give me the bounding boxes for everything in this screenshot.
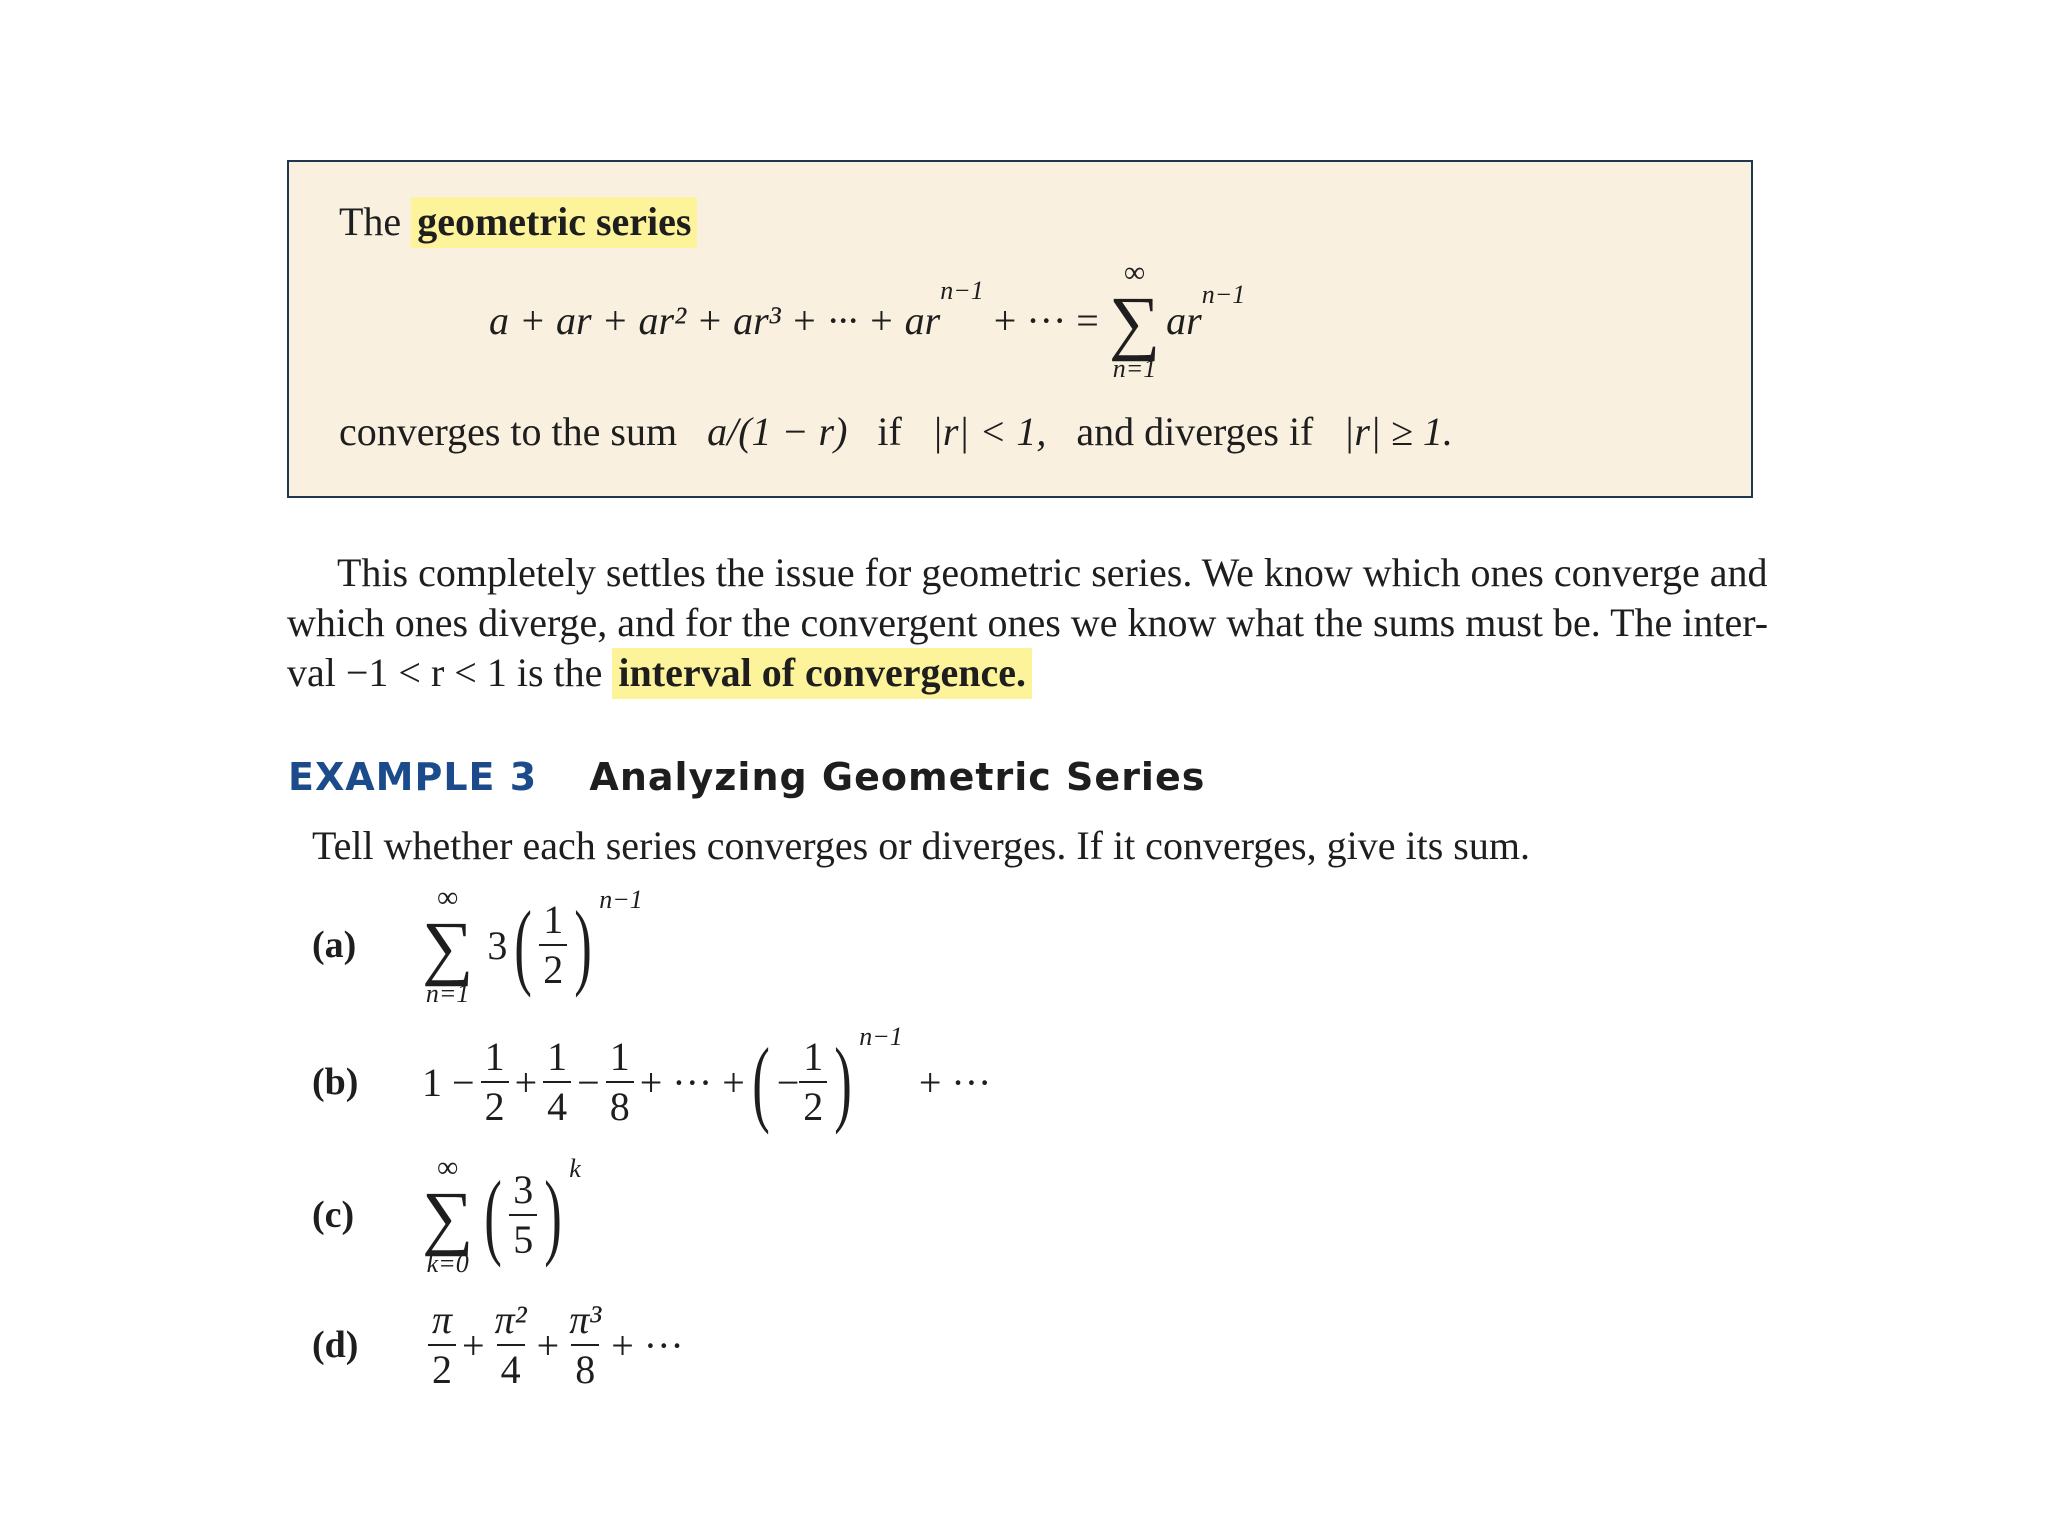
sigma-symbol: ∞ ∑ k=0 (422, 1150, 474, 1279)
coefficient: 3 (487, 922, 508, 968)
formula-terms: a + ar + ar² + ar³ + ··· + ar (489, 297, 941, 343)
denominator: 8 (606, 1081, 634, 1127)
fraction (799, 1034, 827, 1129)
series-formula (489, 258, 1245, 382)
exponent: k (569, 1154, 581, 1183)
box-conclusion (339, 408, 1453, 455)
paragraph-line-3 (287, 648, 1757, 698)
numerator: π³ (569, 1297, 602, 1342)
example-title: Analyzing Geometric Series (589, 755, 1206, 799)
numerator: 1 (609, 1034, 630, 1079)
exponent: n−1 (859, 1022, 903, 1051)
problem-c: (c) ∞ ∑ k=0 ( $\frac{3}{5}$ ) $^k$ (312, 1150, 581, 1279)
sigma-upper: ∞ (1123, 256, 1146, 289)
term-1: 1 − (422, 1059, 475, 1105)
highlight-interval-of-convergence: interval of convergence. (612, 648, 1032, 699)
conclusion-diverges: and diverges if (1076, 409, 1314, 454)
numerator: 3 (513, 1167, 534, 1212)
operator: + (536, 1322, 560, 1368)
denominator: 8 (571, 1344, 599, 1390)
conclusion-condition-2: |r| ≥ 1. (1343, 409, 1453, 454)
fraction (543, 1034, 571, 1129)
problem-c-label: (c) (312, 1194, 355, 1236)
numerator: π² (494, 1297, 527, 1342)
exponent: n−1 (599, 885, 643, 914)
fraction (565, 1297, 605, 1392)
conclusion-text-1: converges to the sum (339, 409, 678, 454)
denominator: 4 (497, 1344, 525, 1390)
operator: + ··· + (639, 1059, 745, 1105)
operator: − (577, 1059, 600, 1105)
problem-a-label: (a) (312, 924, 357, 966)
fraction (481, 1034, 509, 1129)
denominator: 4 (543, 1081, 571, 1127)
paragraph-line-1: This completely settles the issue for geometric series. We know which ones converge and (337, 550, 1768, 595)
sigma-symbol: ∞ ∑ n=1 (1108, 256, 1161, 384)
negative-sign: − (776, 1059, 800, 1105)
fraction (606, 1034, 634, 1129)
sum-exponent: n−1 (1201, 280, 1246, 309)
problem-d-label: (d) (312, 1324, 359, 1366)
fraction (539, 897, 567, 992)
numerator: 1 (484, 1034, 505, 1079)
tail: + ··· (918, 1059, 992, 1105)
example-prompt: Tell whether each series converges or diverges. If it converges, give its sum. (312, 823, 1530, 868)
example-number: EXAMPLE 3 (288, 755, 538, 799)
numerator: 1 (543, 897, 564, 942)
denominator: 2 (481, 1081, 509, 1127)
conclusion-sum: a/(1 − r) (707, 409, 848, 454)
intro-prefix: The (339, 199, 402, 244)
sigma-symbol: ∞ ∑ n=1 (422, 880, 474, 1009)
formula-exponent: n−1 (940, 276, 984, 305)
explanation-paragraph (287, 548, 1769, 698)
sum-term: ar (1166, 297, 1202, 343)
denominator: 2 (428, 1344, 456, 1390)
problem-b-label: (b) (312, 1061, 359, 1103)
sigma-lower: n=1 (1112, 354, 1157, 384)
sigma-upper: ∞ (436, 1150, 459, 1184)
numerator: 1 (803, 1034, 824, 1079)
theorem-box (287, 160, 1753, 498)
highlight-geometric-series: geometric series (411, 197, 697, 248)
box-intro (339, 198, 697, 245)
sigma-lower: n=1 (425, 979, 470, 1009)
fraction (491, 1297, 531, 1392)
numerator: π (432, 1297, 453, 1342)
denominator: 2 (539, 944, 567, 990)
problem-a: (a) ∞ ∑ n=1 3 ( $\frac{1}{2}$ ) $^{n-1}$ (312, 880, 643, 1009)
paragraph-line-3-text: val −1 < r < 1 is the (287, 650, 603, 695)
sigma-upper: ∞ (436, 880, 459, 914)
fraction (509, 1167, 537, 1262)
denominator: 2 (799, 1081, 827, 1127)
denominator: 5 (509, 1214, 537, 1260)
fraction (428, 1297, 456, 1392)
example-heading (288, 755, 1205, 799)
conclusion-if: if (877, 409, 902, 454)
sigma-lower: k=0 (426, 1249, 469, 1279)
operator: + (462, 1322, 485, 1368)
operator: + (514, 1059, 538, 1105)
formula-equals: + ··· = (983, 297, 1109, 343)
paragraph-line-2: which ones diverge, and for the convergent ones we know what the sums must be. The inter- (287, 600, 1769, 645)
problem-b: (b) 1 − $\frac{1}{2}$ + $\frac{1}{4}$ − $\frac{1}{8}$ + ··· + ( − $\frac{1}{2}$ ) $^{n-1}$ + ··· (312, 1022, 992, 1135)
problem-d (312, 1290, 684, 1400)
numerator: 1 (547, 1034, 568, 1079)
conclusion-condition: |r| < 1, (931, 409, 1047, 454)
tail: + ··· (611, 1322, 684, 1368)
